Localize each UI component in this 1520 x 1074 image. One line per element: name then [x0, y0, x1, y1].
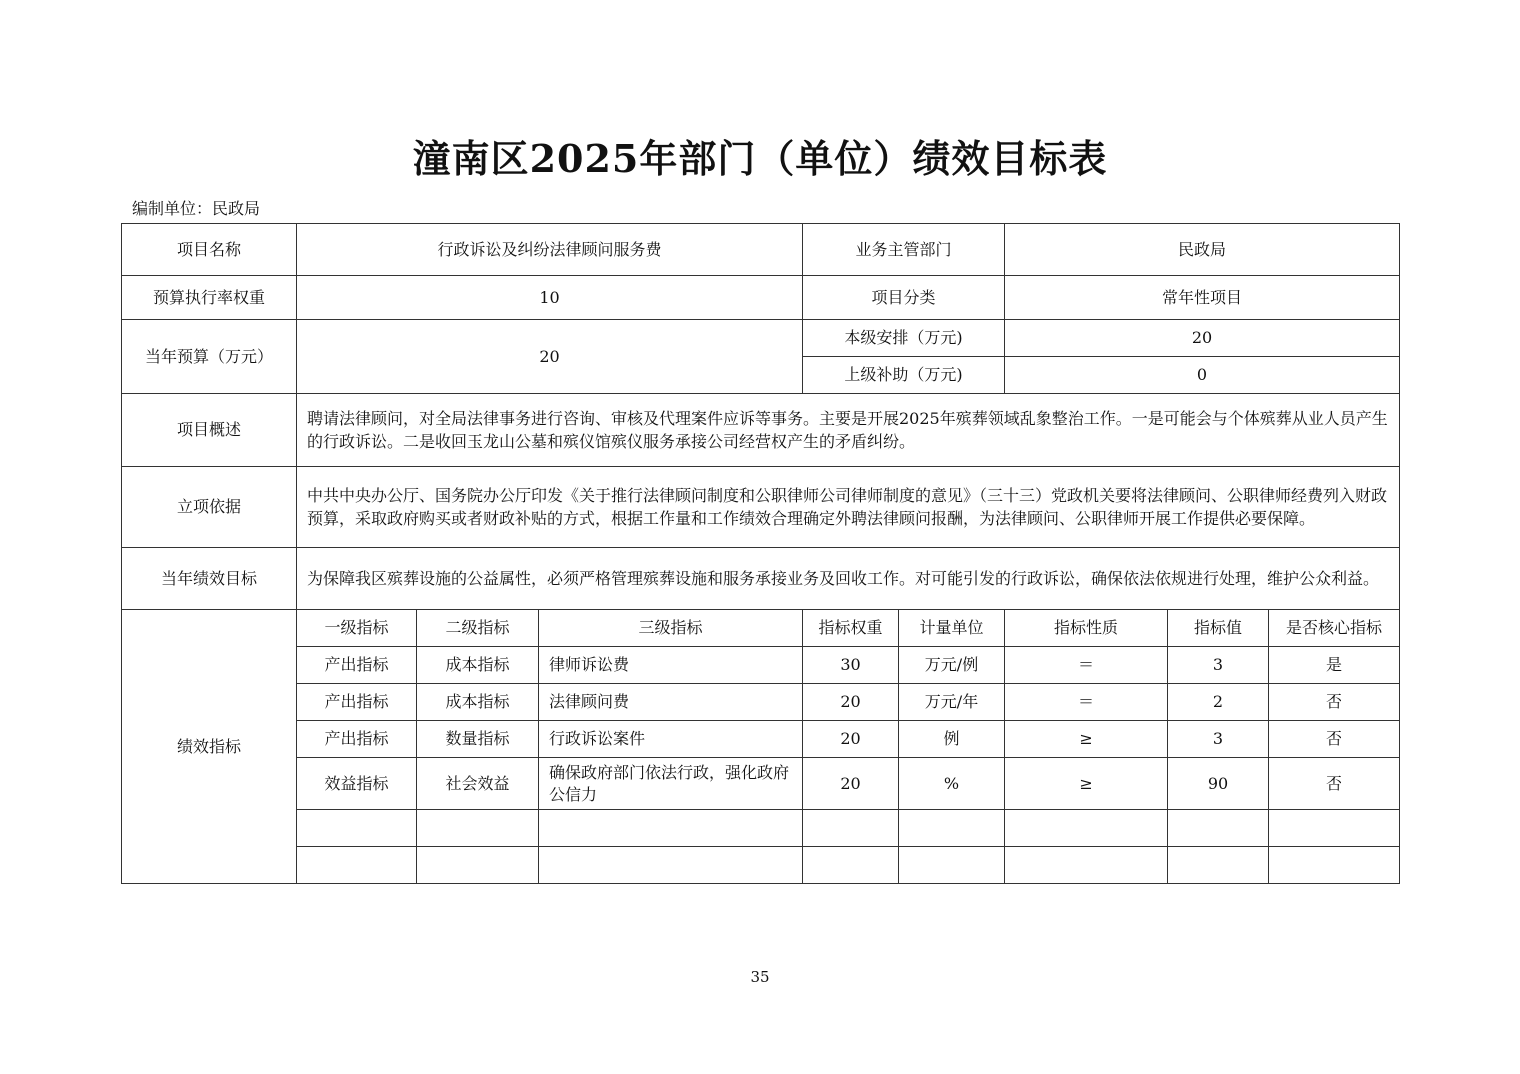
- cell-level1: 效益指标: [297, 758, 417, 810]
- cell-value: 3: [1168, 647, 1269, 684]
- cell-unit: 例: [899, 721, 1005, 758]
- header-level3: 三级指标: [539, 610, 803, 647]
- table-row: [122, 647, 1400, 684]
- header-level1: 一级指标: [297, 610, 417, 647]
- table-row: [122, 758, 1400, 810]
- empty-cell: [1168, 847, 1269, 884]
- cell-level3: 行政诉讼案件: [539, 721, 803, 758]
- row-budget-local: [122, 320, 1400, 357]
- overview-text: 聘请法律顾问，对全局法律事务进行咨询、审核及代理案件应诉等事务。主要是开展2025年殡葬领域乱象整治工作。一是可能会与个体殡葬从业人员产生的行政诉讼。二是收回玉龙山公墓和殡仪馆殡仪服务承接公司经营权产生的矛盾纠纷。: [297, 394, 1400, 467]
- cell-weight: 30: [803, 647, 899, 684]
- empty-cell: [539, 810, 803, 847]
- cell-nature: ＝: [1005, 647, 1168, 684]
- goal-label: 当年绩效目标: [122, 548, 297, 610]
- empty-cell: [899, 810, 1005, 847]
- empty-cell: [297, 847, 417, 884]
- cell-weight: 20: [803, 684, 899, 721]
- overview-label: 项目概述: [122, 394, 297, 467]
- cell-core: 否: [1269, 684, 1400, 721]
- cell-level3: 确保政府部门依法行政，强化政府公信力: [539, 758, 803, 810]
- header-value: 指标值: [1168, 610, 1269, 647]
- cell-level1: 产出指标: [297, 721, 417, 758]
- indicator-header-row: [122, 610, 1400, 647]
- performance-table: [121, 223, 1400, 884]
- cell-level3: 法律顾问费: [539, 684, 803, 721]
- budget-value: 20: [297, 320, 803, 394]
- budget-label: 当年预算（万元）: [122, 320, 297, 394]
- project-name-value: 行政诉讼及纠纷法律顾问服务费: [297, 224, 803, 276]
- page-number: 35: [750, 968, 770, 986]
- page-title: 潼南区2025年部门（单位）绩效目标表: [412, 136, 1108, 181]
- basis-text: 中共中央办公厅、国务院办公厅印发《关于推行法律顾问制度和公职律师公司律师制度的意见》（三十三）党政机关要将法律顾问、公职律师经费列入财政预算，采取政府购买或者财政补贴的方式，根据工作量和工作绩效合理确定外聘法律顾问报酬，为法律顾问、公职律师开展工作提供必要保障。: [297, 467, 1400, 548]
- empty-cell: [297, 810, 417, 847]
- empty-cell: [1005, 810, 1168, 847]
- local-label: 本级安排（万元): [803, 320, 1005, 357]
- indicators-section-label: 绩效指标: [122, 610, 297, 884]
- row-overview: [122, 394, 1400, 467]
- row-weight: [122, 276, 1400, 320]
- cell-nature: ＝: [1005, 684, 1168, 721]
- cell-core: 否: [1269, 758, 1400, 810]
- cell-value: 2: [1168, 684, 1269, 721]
- row-project-name: [122, 224, 1400, 276]
- upper-value: 0: [1005, 357, 1400, 394]
- cell-unit: 万元/例: [899, 647, 1005, 684]
- header-nature: 指标性质: [1005, 610, 1168, 647]
- empty-row: [122, 810, 1400, 847]
- goal-text: 为保障我区殡葬设施的公益属性，必须严格管理殡葬设施和服务承接业务及回收工作。对可能引发的行政诉讼，确保依法依规进行处理，维护公众利益。: [297, 548, 1400, 610]
- header-core: 是否核心指标: [1269, 610, 1400, 647]
- table-row: [122, 721, 1400, 758]
- empty-cell: [899, 847, 1005, 884]
- cell-weight: 20: [803, 721, 899, 758]
- basis-label: 立项依据: [122, 467, 297, 548]
- empty-cell: [1168, 810, 1269, 847]
- cell-level2: 成本指标: [417, 647, 539, 684]
- cell-level1: 产出指标: [297, 684, 417, 721]
- empty-cell: [803, 810, 899, 847]
- header-unit: 计量单位: [899, 610, 1005, 647]
- cell-weight: 20: [803, 758, 899, 810]
- cell-unit: 万元/年: [899, 684, 1005, 721]
- project-name-label: 项目名称: [122, 224, 297, 276]
- empty-cell: [1269, 847, 1400, 884]
- empty-cell: [803, 847, 899, 884]
- cell-nature: ≥: [1005, 721, 1168, 758]
- header-weight: 指标权重: [803, 610, 899, 647]
- category-label: 项目分类: [803, 276, 1005, 320]
- cell-level2: 社会效益: [417, 758, 539, 810]
- cell-core: 是: [1269, 647, 1400, 684]
- category-value: 常年性项目: [1005, 276, 1400, 320]
- dept-value: 民政局: [1005, 224, 1400, 276]
- empty-cell: [539, 847, 803, 884]
- cell-level1: 产出指标: [297, 647, 417, 684]
- empty-cell: [417, 847, 539, 884]
- cell-core: 否: [1269, 721, 1400, 758]
- cell-level2: 数量指标: [417, 721, 539, 758]
- empty-cell: [1005, 847, 1168, 884]
- cell-value: 90: [1168, 758, 1269, 810]
- header-level2: 二级指标: [417, 610, 539, 647]
- org-label: 编制单位：民政局: [132, 199, 261, 218]
- empty-cell: [417, 810, 539, 847]
- cell-level2: 成本指标: [417, 684, 539, 721]
- local-value: 20: [1005, 320, 1400, 357]
- upper-label: 上级补助（万元): [803, 357, 1005, 394]
- weight-label: 预算执行率权重: [122, 276, 297, 320]
- cell-value: 3: [1168, 721, 1269, 758]
- dept-label: 业务主管部门: [803, 224, 1005, 276]
- row-goal: [122, 548, 1400, 610]
- weight-value: 10: [297, 276, 803, 320]
- cell-nature: ≥: [1005, 758, 1168, 810]
- cell-unit: %: [899, 758, 1005, 810]
- table-row: [122, 684, 1400, 721]
- cell-level3: 律师诉讼费: [539, 647, 803, 684]
- empty-cell: [1269, 810, 1400, 847]
- empty-row: [122, 847, 1400, 884]
- row-basis: [122, 467, 1400, 548]
